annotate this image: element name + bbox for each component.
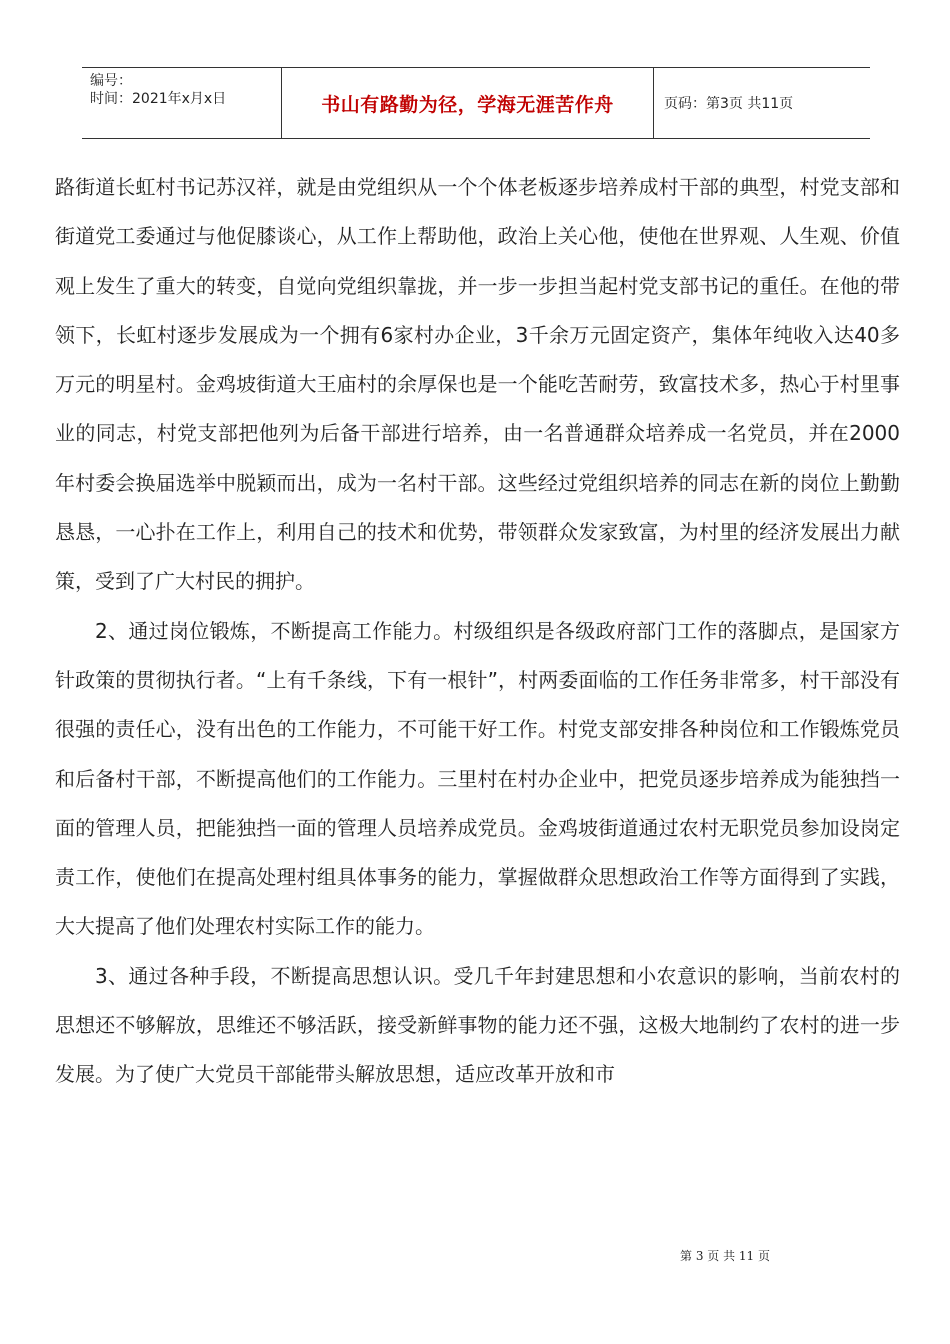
footer-page-number: 第 3 页 共 11 页 [680, 1249, 770, 1263]
paragraph: 3、通过各种手段，不断提高思想认识。受几千年封建思想和小农意识的影响，当前农村的思想还不够解放，思维还不够活跃，接受新鲜事物的能力还不强，这极大地制约了农村的进一步发展。为了使广大党员干部能带头解放思想，适应改革开放和市 [55, 963, 900, 1087]
paragraph: 路街道长虹村书记苏汉祥，就是由党组织从一个个体老板逐步培养成村干部的典型，村党支部和街道党工委通过与他促膝谈心，从工作上帮助他，政治上关心他，使他在世界观、人生观、价值观上发生了重大的转变，自觉向党组织靠拢，并一步一步担当起村党支部书记的重任。在他的带领下，长虹村逐步发展成为一个拥有6家村办企业，3千余万元固定资产，集体年纯收入达40多万元的明星村。金鸡坡街道大王庙村的余厚保也是一个能吃苦耐劳，致富技术多，热心于村里事业的同志，村党支部把他列为后备干部进行培养，由一名普通群众培养成一名党员，并在2000年村委会换届选举中脱颖而出，成为一名村干部。这些经过党组织培养的同志在新的岗位上勤勤恳恳，一心扑在工作上，利用自己的技术和优势，带领群众发家致富，为村里的经济发展出力献策，受到了广大村民的拥护。 [55, 175, 900, 594]
header-motto-cell [282, 68, 654, 138]
paragraph: 2、通过岗位锻炼，不断提高工作能力。村级组织是各级政府部门工作的落脚点，是国家方针政策的贯彻执行者。“上有千条线，下有一根针”，村两委面临的工作任务非常多，村干部没有很强的责任心，没有出色的工作能力，不可能干好工作。村党支部安排各种岗位和工作锻炼党员和后备村干部，不断提高他们的工作能力。三里村在村办企业中，把党员逐步培养成为能独挡一面的管理人员，把能独挡一面的管理人员培养成党员。金鸡坡街道通过农村无职党员参加设岗定责工作，使他们在提高处理村组具体事务的能力，掌握做群众思想政治工作等方面得到了实践，大大提高了他们处理农村实际工作的能力。 [55, 618, 900, 939]
number-label: 编号： [90, 73, 132, 89]
page-footer [0, 1247, 950, 1264]
header-page-info: 页码：第3页 共11页 [664, 96, 794, 112]
page-header [82, 67, 870, 139]
header-motto: 书山有路勤为径，学海无涯苦作舟 [321, 93, 614, 116]
time-label: 时间：2021年x月x日 [90, 91, 227, 107]
document-body [55, 163, 900, 1100]
header-page-info-cell [654, 68, 870, 138]
header-meta [82, 68, 282, 138]
